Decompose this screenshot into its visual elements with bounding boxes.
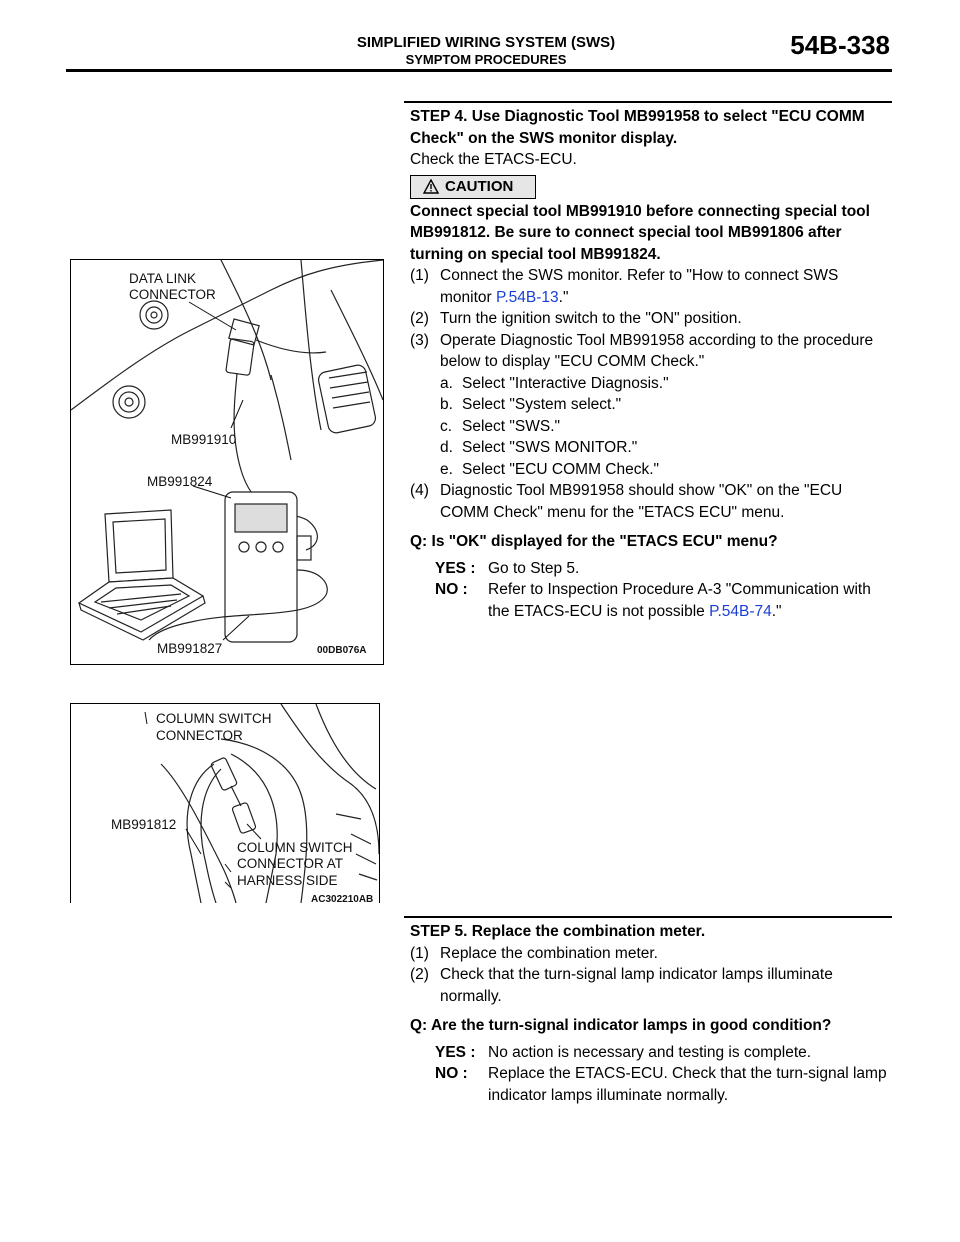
step4-subitem-a: a. Select "Interactive Diagnosis." — [440, 374, 669, 392]
caution-text: Connect special tool MB991910 before connecting special tool MB991812. Be sure to connect special tool MB991806 after turning on special tool MB991824. — [410, 202, 870, 263]
sws-monitor-illustration — [71, 260, 383, 664]
warning-triangle-icon — [423, 179, 439, 194]
header-rule — [66, 69, 892, 72]
section-title: SIMPLIFIED WIRING SYSTEM (SWS) — [356, 34, 616, 51]
label-harness-3: HARNESS SIDE — [237, 873, 338, 888]
step5-item-2: (2) Check that the turn-signal lamp indicator lamps illuminate normally. — [410, 966, 833, 1005]
step4-subitem-b: b. Select "System select." — [440, 396, 622, 413]
column-switch-illustration — [71, 704, 379, 903]
step5-rule — [404, 916, 892, 918]
figure-sws-monitor-connection — [70, 259, 384, 665]
label-column-switch-1: COLUMN SWITCH — [156, 711, 272, 726]
step4-block — [410, 106, 892, 622]
caution-label: CAUTION — [445, 177, 514, 195]
step5-question: Q: Are the turn-signal indicator lamps in good condition? — [410, 1017, 832, 1034]
label-column-switch-2: CONNECTOR — [156, 728, 243, 743]
figure2-code: AC302210AB — [311, 894, 374, 903]
step4-item-2: (2) Turn the ignition switch to the "ON" position. — [410, 310, 742, 327]
step4-yes: YES : Go to Step 5. — [435, 559, 580, 577]
page-number: 54B-338 — [790, 30, 890, 60]
link-p54b-13[interactable]: P.54B-13 — [496, 288, 559, 306]
link-p54b-74[interactable]: P.54B-74 — [709, 602, 772, 620]
step4-subitem-c: c. Select "SWS." — [440, 417, 561, 435]
step4-intro: Check the ETACS-ECU. — [410, 151, 577, 168]
label-mb991827: MB991827 — [157, 641, 223, 656]
figure1-code: 00DB076A — [317, 645, 367, 656]
step5-no: NO : Replace the ETACS-ECU. Check that the turn-signal lamp indicator lamps illuminate normally. — [435, 1065, 887, 1104]
label-mb991824: MB991824 — [147, 474, 213, 489]
step4-subitem-d: d. Select "SWS MONITOR." — [440, 439, 638, 456]
step4-no: NO : Refer to Inspection Procedure A-3 "Communication with the ETACS-ECU is not possible P.54B-74." — [435, 581, 871, 620]
step4-item-4: (4) Diagnostic Tool MB991958 should show "OK" on the "ECU COMM Check" menu for the "ETACS ECU" menu. — [410, 482, 843, 521]
step4-heading: STEP 4. Use Diagnostic Tool MB991958 to select "ECU COMM Check" on the SWS monitor display. — [410, 108, 865, 147]
figure-column-switch-connector — [70, 703, 380, 903]
step5-block — [410, 921, 892, 1106]
step5-item-1: (1) Replace the combination meter. — [410, 944, 658, 962]
label-data-link-1: DATA LINK — [129, 271, 197, 286]
step4-rule — [404, 101, 892, 103]
step5-heading: STEP 5. Replace the combination meter. — [410, 923, 706, 940]
step5-yes: YES : No action is necessary and testing is complete. — [435, 1043, 812, 1061]
label-mb991910: MB991910 — [171, 432, 237, 447]
step4-item-3: (3) Operate Diagnostic Tool MB991958 according to the procedure below to display "ECU COMM Check." — [410, 331, 874, 370]
label-harness-1: COLUMN SWITCH — [237, 840, 353, 855]
step4-item-1: (1) Connect the SWS monitor. Refer to "How to connect SWS monitor P.54B-13." — [410, 267, 839, 306]
step4-question: Q: Is "OK" displayed for the "ETACS ECU" menu? — [410, 533, 778, 550]
caution-box — [410, 175, 536, 199]
section-subtitle: SYMPTOM PROCEDURES — [405, 52, 567, 67]
label-data-link-2: CONNECTOR — [129, 287, 216, 302]
step4-subitem-e: e. Select "ECU COMM Check." — [440, 460, 660, 478]
label-mb991812: MB991812 — [111, 817, 177, 832]
label-harness-2: CONNECTOR AT — [237, 856, 344, 871]
